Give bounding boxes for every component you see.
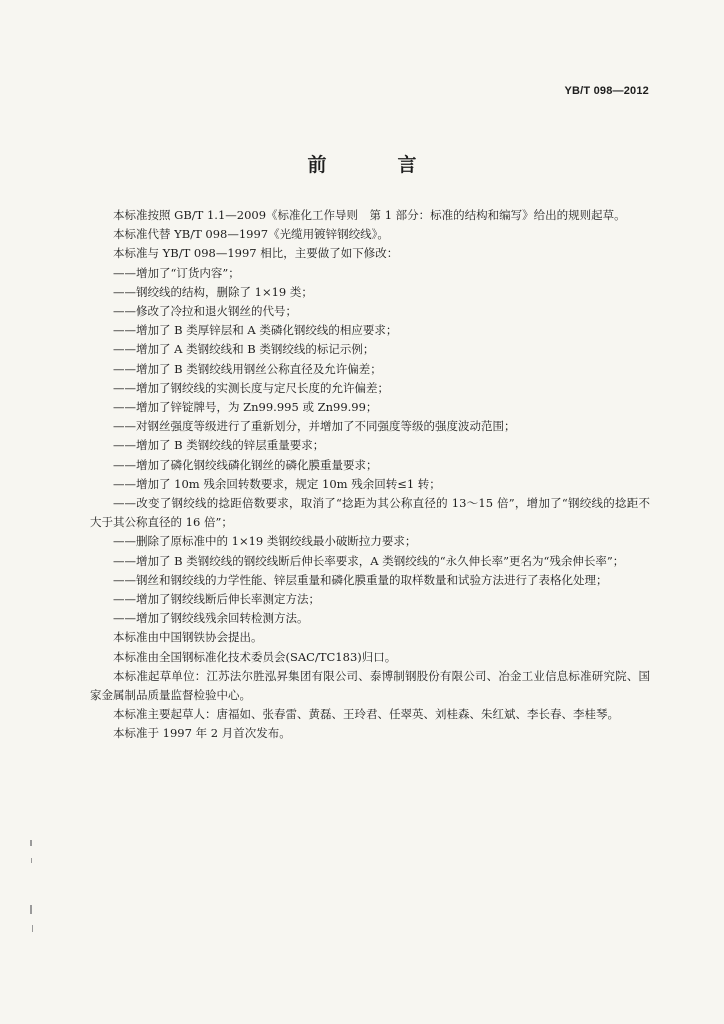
change-item: ——修改了冷拉和退火钢丝的代号； — [113, 304, 297, 319]
document-code: YB/T 098—2012 — [564, 85, 649, 97]
change-item: ——钢绞线的结构，删除了 1×19 类； — [113, 284, 313, 299]
change-item: ——增加了钢绞线断后伸长率测定方法； — [113, 592, 320, 607]
scan-speck — [31, 858, 32, 863]
change-item: ——增加了 10m 残余回转数要求，规定 10m 残余回转≤1 转； — [113, 476, 441, 491]
paragraph-changes-intro: 本标准与 YB/T 098—1997 相比，主要做了如下修改： — [113, 246, 399, 261]
foreword-body — [90, 206, 650, 744]
paragraph-replaces: 本标准代替 YB/T 098—1997《光缆用镀锌钢绞线》。 — [113, 227, 389, 242]
change-item: ——增加了钢绞线的实测长度与定尺长度的允许偏差； — [113, 380, 389, 395]
paragraph-first-issue: 本标准于 1997 年 2 月首次发布。 — [113, 726, 291, 741]
change-item: ——增加了 A 类钢绞线和 B 类钢绞线的标记示例； — [113, 342, 375, 357]
paragraph-drafting-rules: 本标准按照 GB/T 1.1—2009《标准化工作导则 第 1 部分：标准的结构和编写》给出的规则起草。 — [113, 208, 626, 222]
change-item: ——增加了 B 类厚锌层和 A 类磷化钢绞线的相应要求； — [113, 323, 398, 338]
change-item: ——对钢丝强度等级进行了重新划分，并增加了不同强度等级的强度波动范围； — [113, 419, 516, 434]
page-title: 前 言 — [307, 154, 443, 176]
change-item: ——钢丝和钢绞线的力学性能、锌层重量和磷化膜重量的取样数量和试验方法进行了表格化处理； — [113, 572, 608, 587]
paragraph-proposer: 本标准由中国钢铁协会提出。 — [113, 630, 263, 645]
change-item: ——增加了“订货内容”； — [113, 265, 240, 280]
change-item: ——增加了锌锭牌号，为 Zn99.995 或 Zn99.99； — [113, 400, 378, 415]
change-item: ——增加了磷化钢绞线磷化钢丝的磷化膜重量要求； — [113, 457, 378, 472]
scan-speck — [32, 925, 33, 932]
paragraph-drafters: 本标准主要起草人：唐福如、张春雷、黄磊、王玲君、任翠英、刘桂森、朱红斌、李长春、李桂琴。 — [113, 707, 619, 722]
paragraph-drafting-units: 本标准起草单位：江苏法尔胜泓昇集团有限公司、泰博制钢股份有限公司、冶金工业信息标准研究院、国家金属制品质量监督检验中心。 — [90, 668, 650, 703]
change-item: ——增加了 B 类钢绞线的钢绞线断后伸长率要求，A 类钢绞线的“永久伸长率”更名为“残余伸长率”； — [113, 553, 625, 568]
change-item: ——增加了 B 类钢绞线用钢丝公称直径及允许偏差； — [113, 361, 382, 376]
scan-speck — [30, 840, 32, 846]
change-item: ——增加了 B 类钢绞线的锌层重量要求； — [113, 438, 325, 453]
change-item: ——改变了钢绞线的捻距倍数要求，取消了“捻距为其公称直径的 13～15 倍”，增加了“钢绞线的捻距不大于其公称直径的 16 倍”； — [90, 496, 650, 530]
paragraph-committee: 本标准由全国钢标准化技术委员会(SAC/TC183)归口。 — [113, 649, 397, 664]
change-item: ——增加了钢绞线残余回转检测方法。 — [113, 611, 309, 626]
scan-speck — [30, 905, 32, 914]
change-item: ——删除了原标准中的 1×19 类钢绞线最小破断拉力要求； — [113, 534, 417, 549]
